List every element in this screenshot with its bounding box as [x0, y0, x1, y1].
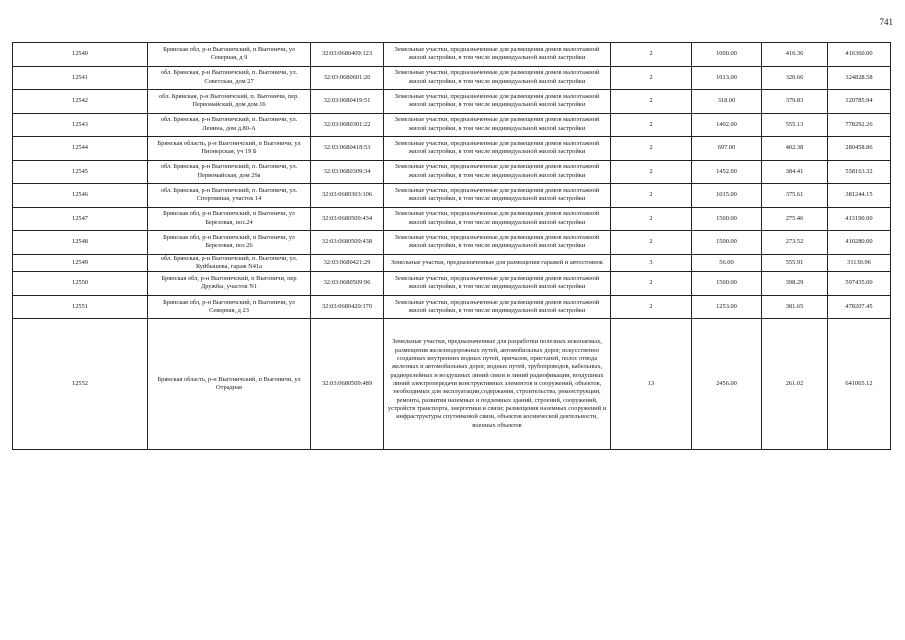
cadastral-number-cell: 32:03:0680418:53 [311, 137, 384, 161]
purpose-cell: Земельные участки, предназначенные для размещения домов малоэтажной жилой застройки, в том числе индивидуальной жилой застройки [384, 272, 611, 296]
cadastral-value-cell: 410280.00 [828, 231, 891, 255]
table-row [13, 66, 891, 90]
rate-cell: 384.41 [762, 160, 828, 184]
address-cell: Брянская обл, р-н Выгоничский, п Выгоничи, пер Дружбы, участок N1 [148, 272, 311, 296]
row-number: 12550 [13, 272, 148, 296]
row-number: 12543 [13, 113, 148, 137]
rate-cell: 555.13 [762, 113, 828, 137]
rate-cell: 555.91 [762, 254, 828, 272]
table-row [13, 90, 891, 114]
address-cell: обл. Брянская, р-н Выгоничский, п. Выгоничи, пер. Первомайский, дом дом.16 [148, 90, 311, 114]
row-number: 12551 [13, 295, 148, 319]
area-cell: 2456.00 [692, 319, 762, 450]
cadastral-value-cell: 778292.26 [828, 113, 891, 137]
cadastral-value-cell: 413190.00 [828, 207, 891, 231]
cadastral-value-cell: 120785.94 [828, 90, 891, 114]
row-number: 12541 [13, 66, 148, 90]
cadastral-number-cell: 32:03:0680601:20 [311, 66, 384, 90]
group-code-cell: 2 [611, 90, 692, 114]
area-cell: 1500.00 [692, 207, 762, 231]
address-cell: Брянская обл, р-н Выгоничский, п Выгоничи, ул Северная, д 23 [148, 295, 311, 319]
address-cell: Брянская область, р-н Выгоничский, п Выгоничи, ул Отрадная [148, 319, 311, 450]
group-code-cell: 2 [611, 43, 692, 67]
cadastral-value-cell: 478207.45 [828, 295, 891, 319]
area-cell: 1500.00 [692, 231, 762, 255]
address-cell: Брянская область, р-н Выгоничский, п Выгоничи, ул Пионерская, уч 19 Б [148, 137, 311, 161]
rate-cell: 416.36 [762, 43, 828, 67]
table-row [13, 184, 891, 208]
purpose-cell: Земельные участки, предназначенные для размещения домов малоэтажной жилой застройки, в том числе индивидуальной жилой застройки [384, 160, 611, 184]
row-number: 12544 [13, 137, 148, 161]
purpose-cell: Земельные участки, предназначенные для размещения домов малоэтажной жилой застройки, в том числе индивидуальной жилой застройки [384, 137, 611, 161]
table-row [13, 272, 891, 296]
group-code-cell: 2 [611, 295, 692, 319]
purpose-cell: Земельные участки, предназначенные для размещения домов малоэтажной жилой застройки, в том числе индивидуальной жилой застройки [384, 231, 611, 255]
table-row [13, 254, 891, 272]
purpose-cell: Земельные участки, предназначенные для размещения домов малоэтажной жилой застройки, в том числе индивидуальной жилой застройки [384, 66, 611, 90]
cadastral-number-cell: 32:03:0680309:34 [311, 160, 384, 184]
row-number: 12546 [13, 184, 148, 208]
cadastral-value-cell: 597435.00 [828, 272, 891, 296]
table-row [13, 43, 891, 67]
row-number: 12540 [13, 43, 148, 67]
area-cell: 1013.00 [692, 66, 762, 90]
row-number: 12552 [13, 319, 148, 450]
address-cell: Брянская обл, р-н Выгоничский, п Выгоничи, ул Березовая, поз 26 [148, 231, 311, 255]
purpose-cell: Земельные участки, предназначенные для размещения гаражей и автостоянок [384, 254, 611, 272]
rate-cell: 375.61 [762, 184, 828, 208]
area-cell: 318.00 [692, 90, 762, 114]
cadastral-number-cell: 32:03:0680301:22 [311, 113, 384, 137]
cadastral-number-cell: 32:03:0680419:51 [311, 90, 384, 114]
cadastral-number-cell: 32:03:0680509:489 [311, 319, 384, 450]
purpose-cell: Земельные участки, предназначенные для размещения домов малоэтажной жилой застройки, в том числе индивидуальной жилой застройки [384, 90, 611, 114]
group-code-cell: 13 [611, 319, 692, 450]
rate-cell: 273.52 [762, 231, 828, 255]
purpose-cell: Земельные участки, предназначенные для размещения домов малоэтажной жилой застройки, в том числе индивидуальной жилой застройки [384, 184, 611, 208]
group-code-cell: 2 [611, 231, 692, 255]
group-code-cell: 2 [611, 113, 692, 137]
cadastral-number-cell: 32:03:0680421:29 [311, 254, 384, 272]
area-cell: 697.00 [692, 137, 762, 161]
address-cell: обл. Брянская, р-н Выгоничский, п. Выгоничи, ул. Спортивная, участок 14 [148, 184, 311, 208]
cadastral-value-cell: 558163.32 [828, 160, 891, 184]
area-cell: 1253.00 [692, 295, 762, 319]
group-code-cell: 2 [611, 184, 692, 208]
cadastral-value-cell: 641065.12 [828, 319, 891, 450]
address-cell: обл. Брянская, р-н Выгоничский, п. Выгоничи, ул. Ленина, дом д.80-А [148, 113, 311, 137]
area-cell: 1015.00 [692, 184, 762, 208]
cadastral-number-cell: 32:03:0680420:170 [311, 295, 384, 319]
purpose-cell: Земельные участки, предназначенные для размещения домов малоэтажной жилой застройки, в том числе индивидуальной жилой застройки [384, 113, 611, 137]
address-cell: Брянская обл, р-н Выгоничский, п Выгоничи, ул Северная, д 9 [148, 43, 311, 67]
rate-cell: 320.66 [762, 66, 828, 90]
purpose-cell: Земельные участки, предназначенные для разработки полезных ископаемых, размещения железнодорожных путей, автомобильных дорог, искусственно созданных внутренних водных путей, причалов, пристаней, полос отвода железных и автомобильных дорог, водных путей, трубопроводов, кабельных, радиорелейных и воздушных линий связи и линий радиофикации, воздушных линий электропередачи конструктивных элементов и сооружений, объектов, необходимых для эксплуатации,содержания, строительства, реконструкции, ремонта, развития наземных и подземных зданий, строений, сооружений, устройств транспорта, энергетики и связи; размещения наземных сооружений и инфраструктуры спутниковой связи, объектов космической деятельности, военных объектов [384, 319, 611, 450]
cadastral-value-cell: 381244.15 [828, 184, 891, 208]
table-row [13, 319, 891, 450]
row-number: 12548 [13, 231, 148, 255]
purpose-cell: Земельные участки, предназначенные для размещения домов малоэтажной жилой застройки, в том числе индивидуальной жилой застройки [384, 295, 611, 319]
cadastral-number-cell: 32:03:0680303:106 [311, 184, 384, 208]
address-cell: обл. Брянская, р-н Выгоничский, п. Выгоничи, ул. Советская, дом 27 [148, 66, 311, 90]
cadastral-value-cell: 324828.58 [828, 66, 891, 90]
land-register-table [12, 42, 891, 450]
rate-cell: 381.65 [762, 295, 828, 319]
cadastral-number-cell: 32:03:0680509:438 [311, 231, 384, 255]
cadastral-value-cell: 31130.96 [828, 254, 891, 272]
area-cell: 1500.00 [692, 272, 762, 296]
group-code-cell: 2 [611, 160, 692, 184]
purpose-cell: Земельные участки, предназначенные для размещения домов малоэтажной жилой застройки, в том числе индивидуальной жилой застройки [384, 207, 611, 231]
area-cell: 1452.00 [692, 160, 762, 184]
rate-cell: 402.38 [762, 137, 828, 161]
row-number: 12549 [13, 254, 148, 272]
table-row [13, 137, 891, 161]
table-row [13, 160, 891, 184]
rate-cell: 275.46 [762, 207, 828, 231]
cadastral-number-cell: 32:03:0680409:123 [311, 43, 384, 67]
group-code-cell: 2 [611, 272, 692, 296]
address-cell: обл. Брянская, р-н Выгоничский, п. Выгоничи, ул. Куйбышева, гараж N41а [148, 254, 311, 272]
address-cell: Брянская обл, р-н Выгоничский, п Выгоничи, ул Березовая, поз.24 [148, 207, 311, 231]
cadastral-number-cell: 32:03:0680509:434 [311, 207, 384, 231]
table-row [13, 295, 891, 319]
table-row [13, 207, 891, 231]
page-number: 741 [879, 17, 893, 27]
row-number: 12542 [13, 90, 148, 114]
area-cell: 56.00 [692, 254, 762, 272]
rate-cell: 261.02 [762, 319, 828, 450]
group-code-cell: 2 [611, 137, 692, 161]
group-code-cell: 2 [611, 207, 692, 231]
rate-cell: 398.29 [762, 272, 828, 296]
address-cell: обл. Брянская, р-н Выгоничский, п. Выгоничи, ул. Первомайская, дом 29а [148, 160, 311, 184]
group-code-cell: 3 [611, 254, 692, 272]
purpose-cell: Земельные участки, предназначенные для размещения домов малоэтажной жилой застройки, в том числе индивидуальной жилой застройки [384, 43, 611, 67]
table-row [13, 113, 891, 137]
row-number: 12547 [13, 207, 148, 231]
cadastral-value-cell: 280458.86 [828, 137, 891, 161]
cadastral-number-cell: 32:03:0680509:96 [311, 272, 384, 296]
group-code-cell: 2 [611, 66, 692, 90]
area-cell: 1000.00 [692, 43, 762, 67]
area-cell: 1402.00 [692, 113, 762, 137]
row-number: 12545 [13, 160, 148, 184]
table-row [13, 231, 891, 255]
cadastral-value-cell: 416360.00 [828, 43, 891, 67]
rate-cell: 379.83 [762, 90, 828, 114]
